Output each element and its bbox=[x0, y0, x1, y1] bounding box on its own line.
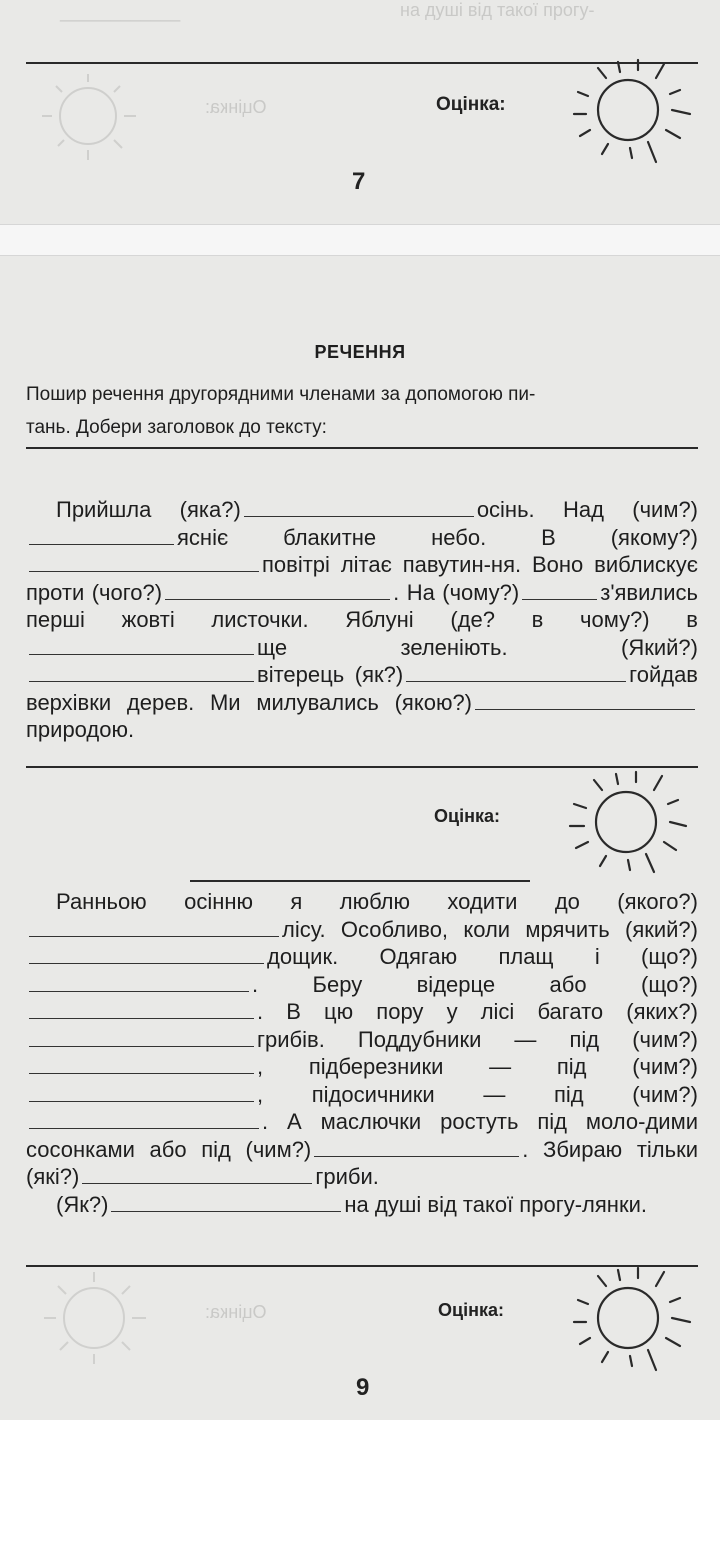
text: повітрі літає павутин-ня. Воно виблискує проти (чого?) bbox=[26, 552, 698, 605]
text: вітерець (як?) bbox=[257, 662, 404, 687]
answer-blank[interactable] bbox=[29, 553, 259, 572]
answer-blank[interactable] bbox=[29, 1055, 254, 1074]
grade-label: Оцінка: bbox=[434, 806, 500, 826]
page-number: 7 bbox=[352, 168, 366, 195]
text: лісу. Особливо, коли мрячить (який?) bbox=[282, 916, 698, 942]
answer-blank[interactable] bbox=[29, 636, 254, 655]
answer-blank[interactable] bbox=[29, 526, 174, 545]
answer-blank[interactable] bbox=[29, 1000, 254, 1019]
answer-blank[interactable] bbox=[29, 1028, 254, 1047]
bleed-through-text: ____________ bbox=[60, 2, 181, 22]
answer-blank[interactable] bbox=[244, 498, 474, 517]
text: . bbox=[393, 579, 400, 605]
ghost-sun-icon bbox=[28, 66, 148, 166]
answer-blank[interactable] bbox=[165, 581, 390, 600]
text: ще зеленіють. (Який?) bbox=[257, 634, 698, 660]
text: Ранньою осінню я люблю ходити до (якого?) bbox=[56, 889, 698, 914]
answer-blank[interactable] bbox=[314, 1138, 519, 1157]
text: . А маслючки ростуть під моло-дими сосонками або під (чим?) bbox=[26, 1109, 698, 1162]
instruction-line: Пошир речення другорядними членами за допомогою пи- bbox=[26, 384, 536, 405]
answer-blank[interactable] bbox=[29, 918, 279, 937]
text: На (чому?) bbox=[406, 579, 520, 605]
answer-blank[interactable] bbox=[475, 691, 695, 710]
short-divider-line bbox=[190, 880, 530, 882]
instruction bbox=[26, 378, 698, 444]
divider-line bbox=[26, 766, 698, 768]
text: дощик. Одягаю плащ і (що?) bbox=[267, 944, 698, 969]
paragraph-2 bbox=[26, 888, 698, 1218]
bleed-through-grade: Оцінка: bbox=[205, 97, 267, 117]
text: з'явились перші жовті листочки. Яблуні (де? в чому?) в bbox=[26, 579, 698, 632]
text: гриби. bbox=[315, 1164, 379, 1189]
sun-icon bbox=[564, 770, 690, 878]
bleed-through-text: на душі від такої прогу- bbox=[400, 0, 595, 20]
answer-blank[interactable] bbox=[29, 663, 254, 682]
answer-blank[interactable] bbox=[29, 1110, 259, 1129]
sun-icon bbox=[568, 58, 694, 166]
text: Прийшла (яка?) bbox=[56, 497, 241, 522]
answer-blank[interactable] bbox=[111, 1193, 341, 1212]
page-number: 9 bbox=[356, 1374, 370, 1401]
text: , підберезники — під (чим?) bbox=[257, 1054, 698, 1079]
answer-blank[interactable] bbox=[29, 945, 264, 964]
text: осінь. Над (чим?) bbox=[476, 497, 699, 522]
text: Збираю тільки (які?) bbox=[26, 1136, 698, 1189]
page-gap bbox=[0, 224, 720, 256]
text: грибів. Поддубники — під (чим?) bbox=[257, 1026, 698, 1052]
answer-blank[interactable] bbox=[29, 1083, 254, 1102]
sun-icon bbox=[568, 1264, 694, 1372]
text: . В цю пору у лісі багато (яких?) bbox=[257, 999, 698, 1024]
text: , підосичники — під (чим?) bbox=[257, 1081, 698, 1107]
answer-blank[interactable] bbox=[82, 1165, 312, 1184]
bleed-through-grade: Оцінка: bbox=[205, 1302, 267, 1322]
instruction-line: тань. Добери заголовок до тексту: bbox=[26, 417, 327, 438]
page-title: РЕЧЕННЯ bbox=[314, 342, 406, 362]
text: ясніє блакитне небо. В (якому?) bbox=[177, 524, 698, 550]
text: на душі від такої прогу-лянки. bbox=[344, 1191, 647, 1217]
previous-page bbox=[0, 0, 720, 224]
text: . Беру відерце або (що?) bbox=[252, 971, 698, 997]
heading-line bbox=[26, 447, 698, 449]
text: . bbox=[522, 1136, 529, 1162]
answer-blank[interactable] bbox=[406, 663, 626, 682]
answer-blank[interactable] bbox=[522, 581, 597, 600]
text: природою. bbox=[26, 717, 135, 742]
paragraph-1 bbox=[26, 496, 698, 744]
grade-label: Оцінка: bbox=[436, 94, 506, 115]
answer-blank[interactable] bbox=[29, 973, 249, 992]
text: (Як?) bbox=[56, 1191, 109, 1217]
grade-label: Оцінка: bbox=[438, 1300, 504, 1320]
text: гойдав верхівки дерев. Ми милувались (якою?) bbox=[26, 662, 698, 715]
ghost-sun-icon bbox=[28, 1266, 158, 1370]
